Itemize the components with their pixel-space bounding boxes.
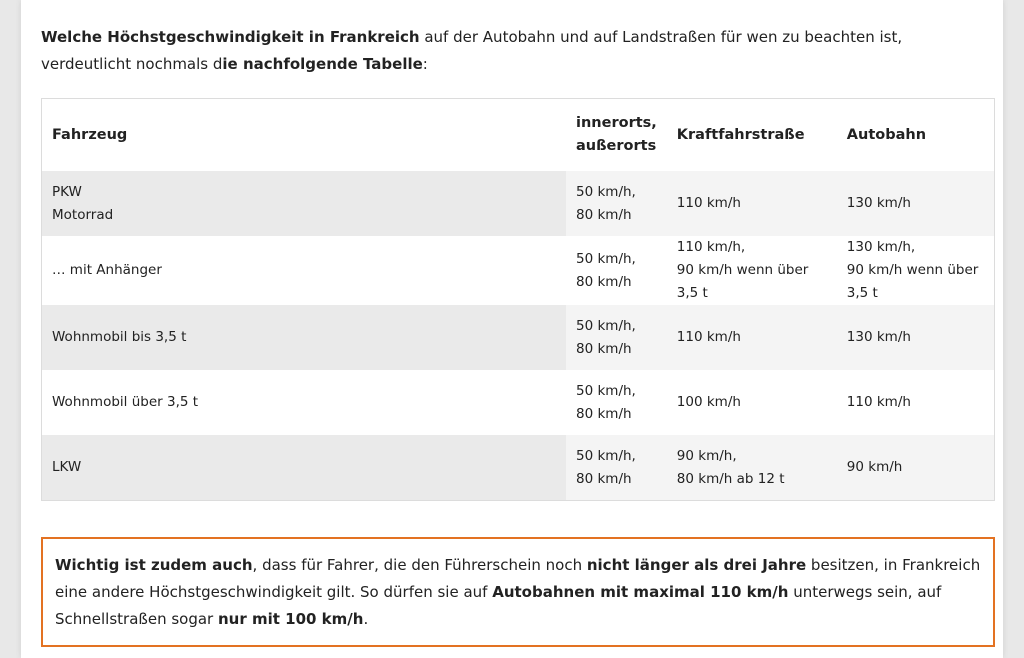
header-kraftfahrstrasse: Kraftfahrstraße — [667, 99, 837, 172]
cell-autobahn-line: 130 km/h — [846, 195, 911, 211]
intro-paragraph — [41, 24, 991, 78]
cell-autobahn-line: 130 km/h — [846, 329, 911, 345]
cell-inner-line: 80 km/h — [576, 340, 632, 357]
cell-inner-line: 50 km/h, — [576, 447, 636, 464]
cell-kraft-line: 80 km/h ab 12 t — [676, 470, 785, 487]
cell-vehicle — [42, 305, 567, 370]
header-inner-outer — [566, 99, 667, 172]
cell-vehicle — [42, 435, 567, 501]
cell-inner-line: 80 km/h — [576, 470, 632, 487]
intro-part: auf der Autobahn und auf Landstraßen für wen zu beachten ist, verdeutlicht nochmals d — [41, 28, 903, 73]
cell-kraft — [667, 171, 837, 236]
cell-inner-line: 50 km/h, — [576, 183, 636, 200]
header-outer-line: außerorts — [576, 138, 657, 154]
cell-autobahn — [837, 435, 995, 501]
cell-vehicle — [42, 171, 567, 236]
cell-inner — [566, 435, 667, 501]
cell-autobahn-line: 110 km/h — [846, 394, 911, 410]
cell-autobahn — [837, 370, 995, 435]
table-row — [42, 370, 995, 435]
cell-kraft-line: 90 km/h, — [676, 447, 737, 464]
cell-kraft-line: 110 km/h — [676, 329, 741, 345]
cell-inner — [566, 305, 667, 370]
cell-inner-line: 50 km/h, — [576, 317, 636, 334]
table-row — [42, 435, 995, 501]
notice-part: . — [363, 610, 369, 628]
cell-kraft — [667, 305, 837, 370]
cell-vehicle — [42, 370, 567, 435]
cell-kraft-line: 110 km/h — [676, 195, 741, 211]
cell-kraft — [667, 435, 837, 501]
cell-inner-line: 80 km/h — [576, 273, 632, 290]
cell-vehicle-line: Motorrad — [52, 206, 114, 223]
cell-kraft-line: 90 km/h wenn über 3,5 t — [676, 262, 809, 301]
notice-part: , dass für Fahrer, die den Führerschein noch — [252, 556, 587, 574]
table-row — [42, 236, 995, 305]
header-autobahn: Autobahn — [837, 99, 995, 172]
cell-vehicle-line: … mit Anhänger — [52, 262, 162, 278]
table-header-row — [42, 99, 995, 172]
cell-vehicle-line: LKW — [52, 459, 82, 475]
notice-box — [41, 537, 995, 647]
notice-part: nicht länger als drei Jahre — [586, 556, 807, 574]
cell-inner-line: 50 km/h, — [576, 382, 636, 399]
cell-autobahn — [837, 171, 995, 236]
intro-part: : — [422, 55, 428, 73]
cell-inner — [566, 171, 667, 236]
header-vehicle: Fahrzeug — [42, 99, 567, 172]
cell-kraft-line: 100 km/h — [676, 394, 741, 410]
cell-autobahn-line: 90 km/h wenn über 3,5 t — [846, 262, 979, 301]
cell-inner-line: 80 km/h — [576, 405, 632, 422]
cell-inner-line: 80 km/h — [576, 206, 632, 223]
table-row — [42, 305, 995, 370]
cell-inner-line: 50 km/h, — [576, 250, 636, 267]
cell-kraft — [667, 236, 837, 305]
notice-part: Wichtig ist zudem auch — [55, 556, 253, 574]
cell-kraft-line: 110 km/h, — [676, 239, 746, 255]
notice-part: Autobahnen mit maximal 110 km/h — [492, 583, 789, 601]
cell-autobahn-line: 130 km/h, — [846, 239, 916, 255]
article-page — [21, 0, 1003, 658]
cell-kraft — [667, 370, 837, 435]
cell-inner — [566, 370, 667, 435]
cell-autobahn — [837, 305, 995, 370]
speed-limit-table — [41, 98, 995, 501]
cell-autobahn — [837, 236, 995, 305]
cell-vehicle-line: Wohnmobil bis 3,5 t — [52, 329, 187, 345]
cell-vehicle-line: Wohnmobil über 3,5 t — [52, 394, 199, 410]
cell-autobahn-line: 90 km/h — [846, 459, 903, 475]
notice-part: nur mit 100 km/h — [218, 610, 364, 628]
table-row — [42, 171, 995, 236]
table-body — [42, 171, 995, 501]
intro-part: ie nachfolgende Tabelle — [222, 55, 423, 73]
notice-part: besitzen, in Frankreich eine andere Höchstgeschwindigkeit gilt. So dürfen sie auf — [55, 556, 981, 601]
header-inner-line: innerorts, — [576, 115, 657, 131]
intro-part: Welche Höchstgeschwindigkeit in Frankreich — [41, 28, 420, 46]
cell-inner — [566, 236, 667, 305]
cell-vehicle-line: PKW — [52, 183, 82, 200]
cell-vehicle — [42, 236, 567, 305]
notice-part: unterwegs sein, auf Schnellstraßen sogar — [55, 583, 942, 628]
